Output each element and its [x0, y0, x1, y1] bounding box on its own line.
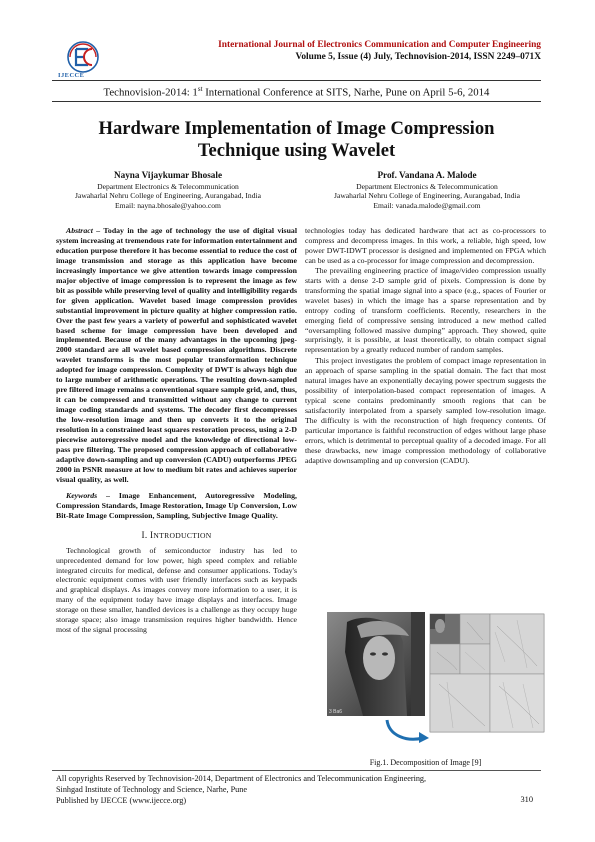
paragraph: technologies today has dedicated hardware that act as co-processors to compress and decompress images. In this work, a reliable, high speed, low power DWT-IDWT processor is designed and implemented on FPGA which can be used as a co-processor for image compression and decompression.	[305, 226, 546, 265]
figure-caption: Fig.1. Decomposition of Image [9]	[369, 758, 482, 767]
header-rule	[52, 80, 541, 81]
footer-rule	[52, 770, 541, 771]
author-department: Department Electronics & Telecommunication	[356, 182, 498, 191]
page-number: 310	[520, 795, 533, 804]
left-column	[56, 226, 297, 635]
author-email: Email: nayna.bhosale@yahoo.com	[115, 200, 221, 210]
journal-title: International Journal of Electronics Communication and Computer Engineering	[218, 40, 541, 50]
figure-decomposition	[327, 612, 546, 746]
logo-text: IJECCE	[58, 72, 85, 79]
author-email: Email: vanada.malode@gmail.com	[373, 200, 481, 210]
right-column	[305, 226, 546, 466]
author-college: Jawaharlal Nehru College of Engineering, Aurangabad, India	[334, 191, 520, 201]
original-image	[327, 612, 425, 716]
volume-line: Volume 5, Issue (4) July, Technovision-2014, ISSN 2249–071X	[295, 52, 541, 62]
author-name: Nayna Vijaykumar Bhosale	[113, 170, 223, 180]
author-block-1	[48, 170, 288, 210]
author-name: Prof. Vandana A. Malode	[377, 170, 477, 180]
paragraph: The prevailing engineering practice of image/video compression usually starts with a dense 2-D sample grid of pixels. Compression is done by transforming the spatial image signal into a space (e.g., spaces of Fourier or wavelet bases) in which the image has a sparse representation and by entropy coding of transform coefficients. Recently, researchers in the emerging field of compressive sensing introduced a new method called “oversampling followed massive dumping” approach. They showed, quite surprisingly, it is possible, at least theoretically, to obtain compact signal representation by a greatly reduced number of random samples.	[305, 265, 546, 355]
arrow-icon	[419, 732, 429, 743]
section-heading-introduction: I. INTRODUCTION	[141, 529, 212, 540]
abstract: Abstract – Today in the age of technology the use of digital visual system increasing at tremendous rate for information entertainment and education purpose therefore it has become essential to reduce the cost of image transmission and storage as this application have become increasingly importance we give attention towards image compression major objective of image compression is to represent the image as few bit as possible while preserving level of quality and intelligibility regards for given application. Wavelet based image compression provides substantial improvement in picture quality at higher compression ratio. Over the past few years a variety of powerful and sophisticated wavelet based scheme for image compression have been developed and implemented. Because of the many advantages in the upcoming jpeg-2000 standard are all wavelet based compression algorithms. Discrete wavelet transforms is the most popular transformation technique adopted for image compression. Complexity of DWT is always high due to large number of arithmetic operations. The resulting down-sampled pre filtered image remains a conventional square sample grid, and, thus, it can be compressed and transmitted without any change to current image coding standards and systems. The decoder first decompresses the low-resolution image and then up converts it to the original resolution in a constrained least squares restoration process, using a 2-D piecewise autoregressive model and the knowledge of directional low-pass pre filtering. The proposed compression approach of collaborative adaptive down-sampling and up conversion (CADU) outperforms JPEG 2000 in PSNR measure at low to medium bit rates and achieves superior visual quality, as well.	[56, 226, 297, 484]
keywords: Keywords – Image Enhancement, Autoregressive Modeling, Compression Standards, Image Restoration, Image Up Conversion, Low Bit-Rate Image Compression, Sampling, Subjective Image Quality.	[56, 490, 297, 520]
figure-axis-label: 3 Ba6	[329, 709, 343, 715]
conference-line: Technovision-2014: 1st International Conference at SITS, Narhe, Pune on April 5-6, 2014	[103, 85, 490, 99]
author-college: Jawaharlal Nehru College of Engineering, Aurangabad, India	[75, 191, 261, 201]
conference-rule	[52, 101, 541, 102]
author-block-2	[307, 170, 547, 210]
paragraph: This project investigates the problem of compact image representation in an approach of sparse sampling in the spatial domain. The fact that most natural images have an exponentially decaying power spectrum suggests the possibility of interpolation-based compact representation of images. A typical scene contains predominantly smooth regions that can be satisfactorily interpolated from a sparsely sampled low-resolution image. The difficulty is with the reconstruction of high frequency contents. Of particular importance is faithful reconstruction of edges without large phase errors, which is detrimental to perceptual quality of a decoded image. For all these drawbacks, new image compression methodology of collaborative adaptive downsampling and up conversion (CADU).	[305, 356, 546, 465]
wavelet-subbands	[430, 614, 544, 732]
author-department: Department Electronics & Telecommunication	[97, 182, 239, 191]
paragraph: Technological growth of semiconductor industry has led to unprecedented demand for low power, high speed complex and reliable integrated circuits for medical, defense and consumer applications. Today's electronic equipment comes with user friendly interfaces such as keypads and graphical displays. As images convey more information to a user, it is many of the equipment today have image displays and interfaces. Image storage on these smaller, handled devices is a challenge as they occupy huge storage space; also image transmission requires higher bandwidth. Hence most of the signal processing	[56, 545, 297, 635]
paper-title: Hardware Implementation of Image Compression Technique using Wavelet	[98, 118, 495, 161]
footer: All copyrights Reserved by Technovision-2014, Department of Electronics and Telecommunication Engineering, Sinhgad Institute of Technology and Science, Narhe, Pune Published by IJECCE (www.ijecce.org)	[56, 774, 427, 805]
